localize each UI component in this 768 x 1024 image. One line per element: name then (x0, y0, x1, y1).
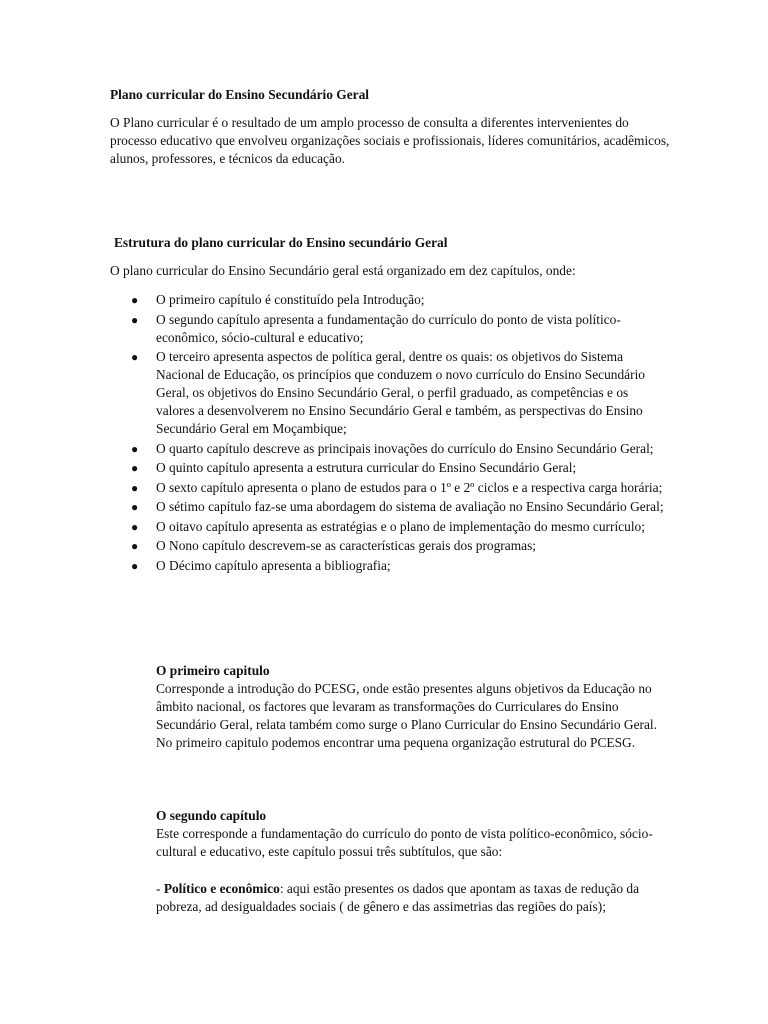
list-item: ● O segundo capítulo apresenta a fundamentação do currículo do ponto de vista político-econômico, sócio-cultural e educativo; (131, 311, 621, 345)
list-item: ● O Nono capítulo descrevem-se as características gerais dos programas; (131, 538, 536, 553)
list-item: ● O sexto capítulo apresenta o plano de estudos para o 1º e 2º ciclos e a respectiva carga horária; (131, 479, 663, 495)
second-item-label: Político e econômico (163, 881, 280, 896)
list-item: ● O primeiro capítulo é constituído pela Introdução; (131, 292, 425, 307)
bullet-icon: ● (131, 461, 139, 475)
bullet-icon: ● (131, 293, 139, 307)
list-item: ● O Décimo capítulo apresenta a bibliografia; (131, 557, 391, 573)
second-chapter-body: Este corresponde a fundamentação do currículo do ponto de vista político-econômico, sócio-cultural e educativo, este capítulo possui três subtítulos, que são: (156, 826, 653, 859)
bullet-icon: ● (131, 350, 139, 364)
bullet-icon: ● (131, 312, 139, 327)
second-chapter-item: - Político e econômico: aqui estão presentes os dados que apontam as taxas de redução da pobreza, ad desigualdades sociais ( de gênero e das assimetrias das regiões do país); (156, 881, 640, 914)
bullet-icon: ● (131, 500, 139, 514)
list-item: ● O quarto capítulo descreve as principais inovações do currículo do Ensino Secundário Geral; (131, 440, 654, 456)
bullet-icon: ● (131, 539, 139, 553)
structure-intro: O plano curricular do Ensino Secundário geral está organizado em dez capítulos, onde: (110, 263, 576, 278)
bullet-icon: ● (131, 519, 139, 534)
chapter-list (110, 291, 670, 576)
first-chapter-body: Corresponde a introdução do PCESG, onde estão presentes alguns objetivos da Educação no âmbito nacional, os factores que levaram as transformações do Curriculares do Ensino Secundário Geral, relata também como surge o Plano Curricular do Ensino Secundário Geral. No primeiro capitulo podemos encontrar uma pequena organização estrutural do PCESG. (156, 681, 658, 750)
bullet-icon: ● (131, 558, 139, 573)
structure-heading: Estrutura do plano curricular do Ensino secundário Geral (114, 235, 448, 250)
list-item: ● O quinto capítulo apresenta a estrutura curricular do Ensino Secundário Geral; (131, 460, 577, 475)
list-item: ● O oitavo capítulo apresenta as estratégias e o plano de implementação do mesmo currículo; (131, 518, 645, 534)
list-item: ● O sétimo capítulo faz-se uma abordagem do sistema de avaliação no Ensino Secundário Geral; (131, 499, 664, 514)
list-item: ● O terceiro apresenta aspectos de política geral, dentre os quais: os objetivos do Sistema Nacional de Educação, os princípios que conduzem o novo currículo do Ensino Secundário Geral, os objetivos do Ensino Secundário Geral, o perfil graduado, as competências e os valores a desenvolverem no Ensino Secundário Geral e também, as perspectivas do Ensino Secundário Geral em Moçambique; (131, 349, 645, 436)
bullet-icon: ● (131, 480, 139, 495)
bullet-icon: ● (131, 441, 139, 456)
first-chapter-heading: O primeiro capitulo (156, 663, 270, 678)
page-title: Plano curricular do Ensino Secundário Geral (110, 87, 370, 102)
intro-paragraph: O Plano curricular é o resultado de um amplo processo de consulta a diferentes intervenientes do processo educativo que envolveu organizações sociais e profissionais, líderes comunitários, acadêmicos, alunos, professores, e técnicos da educação. (110, 115, 670, 166)
second-chapter-heading: O segundo capítulo (156, 808, 267, 823)
